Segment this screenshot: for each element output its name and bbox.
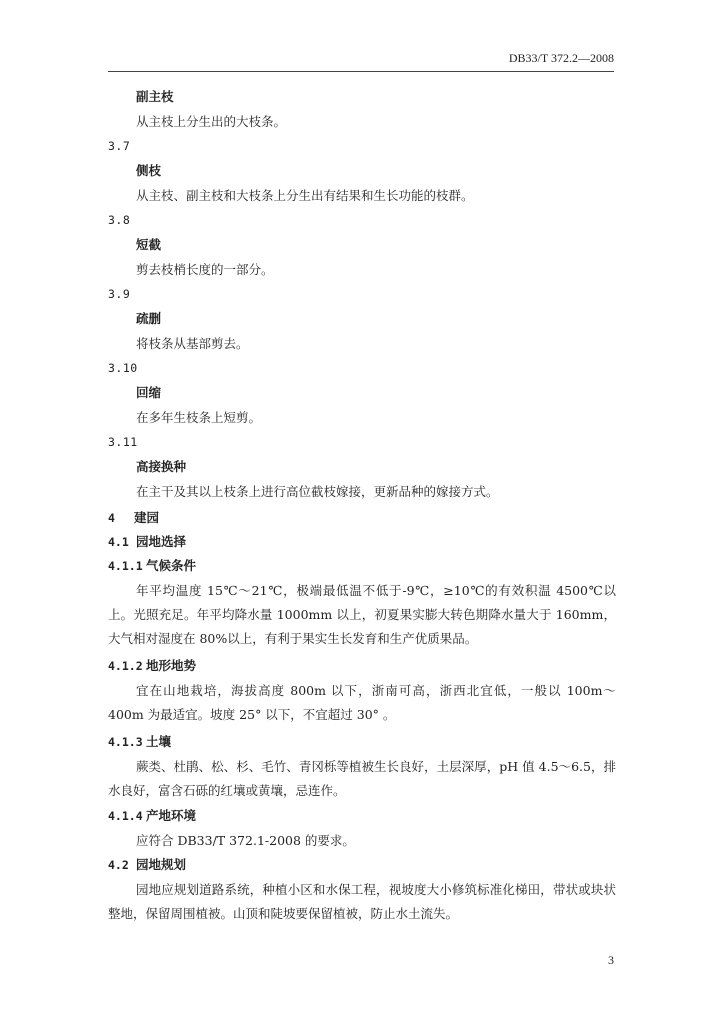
section-number: 4.1.3: [108, 735, 143, 749]
term-definition: 剪去枝梢长度的一部分。: [136, 262, 274, 277]
header-rule: [108, 71, 614, 72]
section-heading-4-1-4: [108, 810, 196, 823]
section-title: 建园: [134, 510, 160, 525]
paragraph-climate: 年平均温度 15℃～21℃，极端最低温不低于-9℃，≥10℃的有效积温 4500℃以上。光照充足。年平均降水量 1000mm 以上，初夏果实膨大转色期降水量大于 160mm，大气相对湿度在 80%以上，有利于果实生长发育和生产优质果品。: [108, 583, 616, 646]
section-title: 产地环境: [146, 808, 197, 823]
section-title: 园地规划: [136, 857, 187, 872]
section-heading-4: [108, 512, 159, 525]
section-heading-4-1-1: [108, 560, 196, 573]
term-number: 3.8: [108, 213, 131, 227]
paragraph-planning: 园地应规划道路系统，种植小区和水保工程，视坡度大小修筑标准化梯田，带状或块状整地，保留周围植被。山顶和陡坡要保留植被，防止水土流失。: [108, 882, 616, 921]
term-definition: 在主干及其以上枝条上进行高位截枝嫁接，更新品种的嫁接方式。: [136, 484, 499, 499]
term-fuzhuzhi: 副主枝: [136, 89, 174, 104]
page-number: 3: [608, 953, 614, 967]
term-number: 3.10: [108, 361, 138, 375]
term-cezhi: 侧枝: [136, 163, 162, 178]
term-definition: 从主枝上分生出的大枝条。: [136, 114, 287, 129]
section-title: 园地选择: [136, 534, 187, 549]
term-gaojiehuanzhong: 高接换种: [136, 459, 187, 474]
term-definition: 在多年生枝条上短剪。: [136, 410, 262, 425]
section-title: 土壤: [146, 734, 172, 749]
paragraph-soil: 蕨类、杜鹃、松、杉、毛竹、青冈栎等植被生长良好，土层深厚，pH 值 4.5～6.5，排水良好，富含石砾的红壤或黄壤，忌连作。: [108, 759, 616, 798]
section-title: 地形地势: [146, 658, 197, 673]
term-shushan: 疏删: [136, 311, 162, 326]
section-heading-4-1: [108, 536, 186, 549]
paragraph-terrain: 宜在山地栽培，海拔高度 800m 以下，浙南可高，浙西北宜低，一般以 100m～400m 为最适宜。坡度 25° 以下，不宜超过 30° 。: [108, 683, 616, 722]
section-heading-4-1-3: [108, 736, 171, 749]
term-number: 3.11: [108, 435, 138, 449]
paragraph-environment: 应符合 DB33/T 372.1-2008 的要求。: [136, 833, 355, 848]
term-duanjie: 短截: [136, 237, 162, 252]
term-number: 3.7: [108, 139, 131, 153]
section-number: 4.2: [108, 858, 129, 872]
section-number: 4.1.4: [108, 809, 143, 823]
term-definition: 将枝条从基部剪去。: [136, 336, 249, 351]
section-heading-4-1-2: [108, 660, 196, 673]
section-number: 4.1.1: [108, 559, 143, 573]
term-huisuo: 回缩: [136, 385, 162, 400]
section-heading-4-2: [108, 859, 186, 872]
term-number: 3.9: [108, 287, 131, 301]
section-number: 4.1.2: [108, 659, 143, 673]
section-number: 4.1: [108, 535, 129, 549]
document-code: DB33/T 372.2—2008: [508, 51, 614, 65]
section-title: 气候条件: [146, 558, 197, 573]
term-definition: 从主枝、副主枝和大枝条上分生出有结果和生长功能的枝群。: [136, 188, 474, 203]
section-number: 4: [108, 511, 115, 525]
